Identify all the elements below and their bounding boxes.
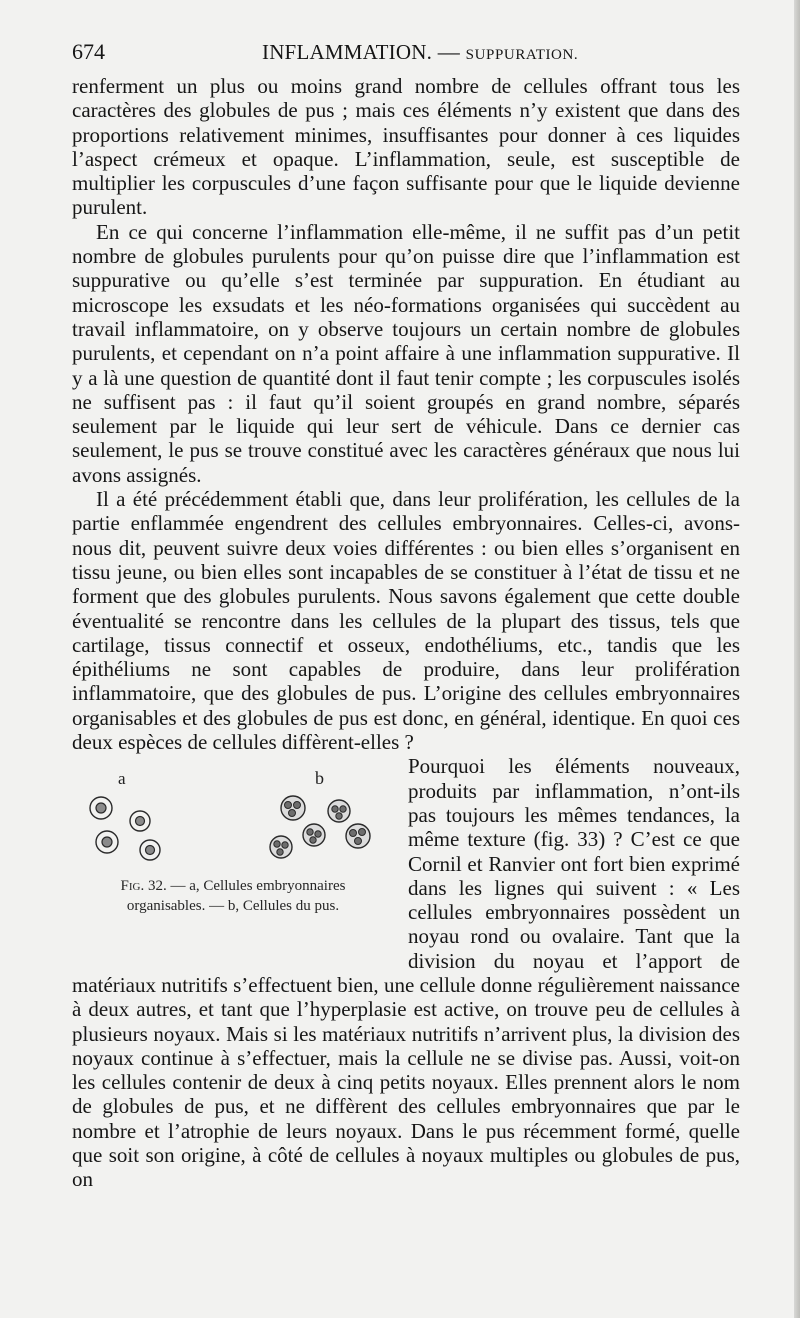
figure-caption-text: — a, Cellules embryonnaires organisables. — b, Cellules du pus. <box>126 878 346 915</box>
running-title-main: INFLAMMATION. <box>262 40 433 64</box>
embryonic-cell <box>96 831 118 853</box>
embryonic-cell <box>90 797 112 819</box>
page-edge <box>794 0 800 1318</box>
pus-cell <box>281 796 305 820</box>
pus-cells-group-b <box>270 796 370 858</box>
page-number: 674 <box>72 39 105 64</box>
body-text <box>72 74 740 1192</box>
figure-caption <box>80 876 386 916</box>
running-title <box>262 37 578 70</box>
embryonic-cell <box>130 811 150 831</box>
paragraph-4: Pourquoi les éléments nouveaux, produits par inflammation, n’ont-ils pas toujours les mêmes tendances, la même texture (fig. 33) ? C’est ce que Cornil et Ranvier ont fort bien exprimé dans les lignes qui suivent : « Les cellules embryonnaires possèdent un noyau rond ou ovalaire. Tant que la division du noyau et l’apport de matériaux nutritifs s’effectuent bien, une cellule donne régulièrement naissance à deux autres, et tant que l’hyperplasie est active, on trouve peu de cellules à plusieurs noyaux. Mais si les matériaux nutritifs n’arrivent plus, la division des noyaux continue à s’effectuer, mais la cellule ne se divise pas. Aussi, voit-on les cellules contenir de deux à cinq petits noyaux. Elles prennent alors le nom de globules de pus, et ne diffèrent des cellules embryonnaires que par le nombre et l’atrophie de leurs noyaux. Dans le pus récemment formé, quelle que soit son origine, à côté de cellules à noyaux multiples ou globules de pus, on <box>72 754 740 1192</box>
pus-cell <box>346 824 370 848</box>
figure-32-illustration <box>72 764 394 874</box>
pus-cell <box>303 824 325 846</box>
figure-label-a: a <box>118 769 126 789</box>
embryonic-cell <box>140 840 160 860</box>
paragraph-3: Il a été précédemment établi que, dans leur prolifération, les cellules de la partie enflammée engendrent des cellules embryonnaires. Celles-ci, avons-nous dit, peuvent suivre deux voies différentes : ou bien elles s’organisent en tissu jeune, ou bien elles sont incapables de se constituer à l’état de tissu et ne forment que des globules purulents. Nous savons également que cette double éventualité se rencontre dans les cellules de la plupart des tissus, tels que cartilage, tissus connectif et osseux, endothéliums, etc., tandis que les épithéliums ne sont capables de produire, dans leur prolifération inflammatoire, que des globules de pus. L’origine des cellules embryonnaires organisables et des globules de pus est donc, en général, identique. En quoi ces deux espèces de cellules diffèrent-elles ? <box>72 487 740 755</box>
running-title-sub: SUPPURATION. <box>465 47 579 63</box>
figure-32 <box>72 764 394 956</box>
paragraph-1: renferment un plus ou moins grand nombre de cellules offrant tous les caractères des globules de pus ; mais ces éléments n’y existent que dans des proportions relativement minimes, insuffisantes pour donner à ces liquides l’aspect crémeux et opaque. L’inflammation, seule, est susceptible de multiplier les corpuscules d’une façon suffisante pour que le liquide devienne purulent. <box>72 74 740 220</box>
embryonic-cells-group-a <box>90 797 160 860</box>
paragraph-2: En ce qui concerne l’inflammation elle-même, il ne suffit pas d’un petit nombre de globules purulents pour qu’on puisse dire que l’inflammation est suppurative ou qu’elle s’est terminée par suppuration. En étudiant au microscope les exsudats et les néo-formations organisées qui succèdent au travail inflammatoire, on y observe toujours un certain nombre de globules purulents, et cependant on n’a point affaire à une inflammation suppurative. Il y a là une question de quantité dont il faut tenir compte ; les corpuscules isolés ne suffisent pas : il faut qu’il soient groupés en grand nombre, séparés seulement par le liquide qui leur sert de véhicule. Dans ce dernier cas seulement, le pus se trouve constitué avec les caractères généraux que nous lui avons assignés. <box>72 219 740 487</box>
figure-label-b: b <box>315 768 324 789</box>
figure-caption-lead: Fig. 32. <box>120 878 167 895</box>
pus-cell <box>328 800 350 822</box>
running-header <box>72 37 740 67</box>
pus-cell <box>270 836 292 858</box>
running-title-separator: — <box>437 39 460 64</box>
